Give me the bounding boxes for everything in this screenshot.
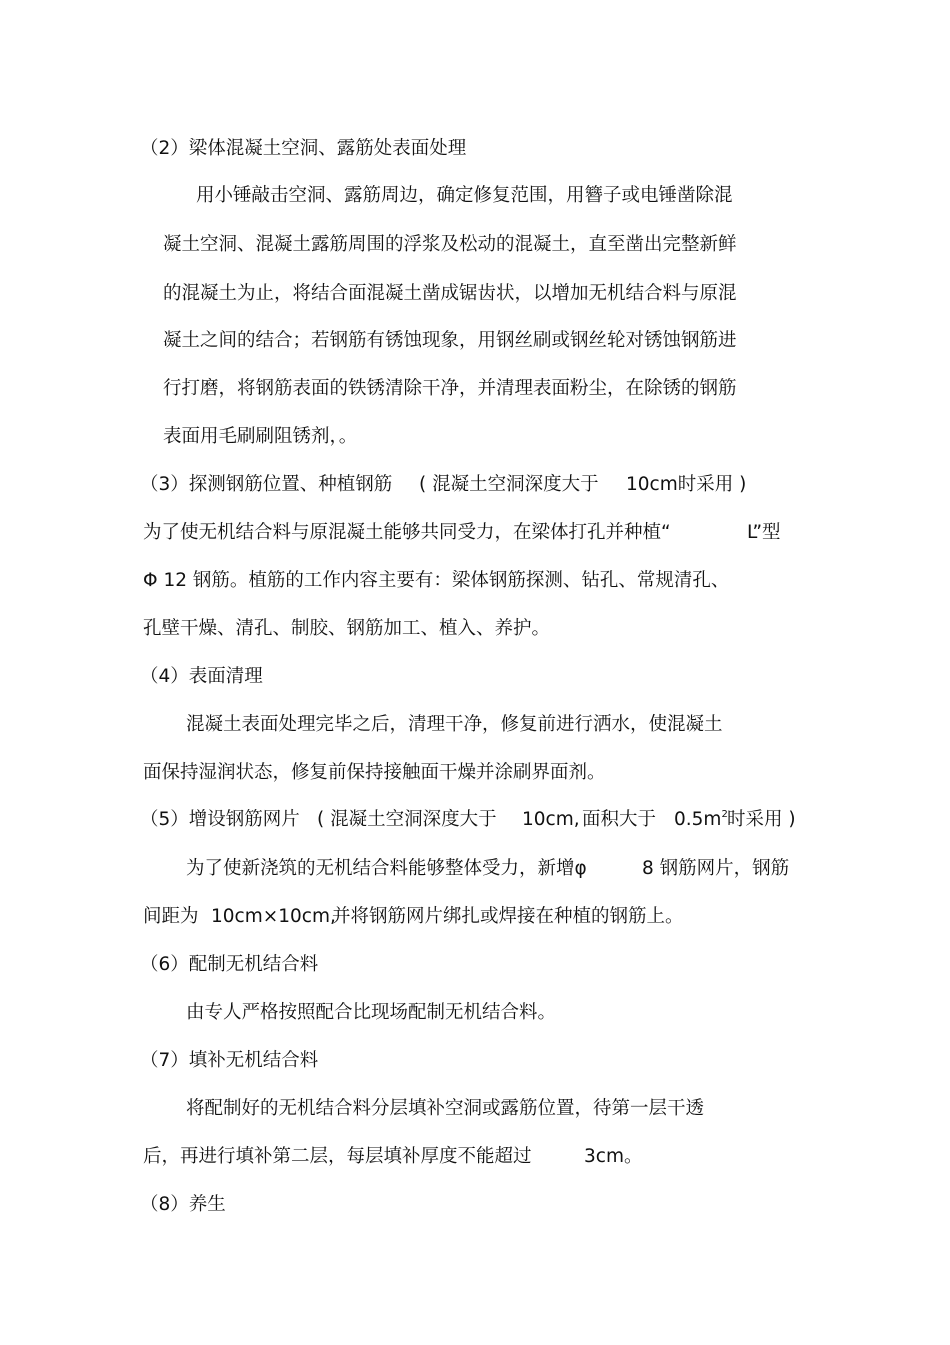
area-superscript: 2 — [721, 809, 728, 820]
section-6-heading: （6）配制无机结合料 — [140, 954, 319, 975]
paragraph-line-value: 3cm。 — [584, 1146, 643, 1167]
paragraph-line-tail: L”型 — [747, 522, 781, 543]
section-3-heading-note-value: 10cm时采用 ) — [626, 474, 747, 495]
paragraph-line: 用小锤敲击空洞、露筋周边，确定修复范围，用簪子或电锤凿除混 — [196, 185, 733, 206]
paragraph-line: 面保持湿润状态，修复前保持接触面干燥并涂刷界面剂。 — [143, 762, 606, 783]
paragraph-line-tail: 8 钢筋网片，钢筋 — [642, 858, 790, 879]
section-3-heading: （3）探测钢筋位置、种植钢筋 — [140, 474, 393, 495]
section-2-heading: （2）梁体混凝土空洞、露筋处表面处理 — [140, 138, 467, 159]
section-7-heading: （7）填补无机结合料 — [140, 1050, 319, 1071]
paragraph-line: 的混凝土为止，将结合面混凝土凿成锯齿状，以增加无机结合料与原混 — [163, 283, 737, 304]
section-5-heading-tail: 时采用 ) — [727, 809, 796, 830]
paragraph-line: 凝土空洞、混凝土露筋周围的浮浆及松动的混凝土，直至凿出完整新鲜 — [163, 234, 737, 255]
paragraph-line: 将配制好的无机结合料分层填补空洞或露筋位置，待第一层干透 — [186, 1098, 705, 1119]
section-4-heading: （4）表面清理 — [140, 666, 263, 687]
paragraph-line: 孔壁干燥、清孔、制胶、钢筋加工、植入、养护。 — [143, 618, 551, 639]
section-5-heading: （5）增设钢筋网片 — [140, 809, 300, 830]
paragraph-line-tail: 并将钢筋网片绑扎或焊接在种植的钢筋上。 — [332, 906, 684, 927]
area-value: 0.5m — [674, 809, 722, 830]
section-8-heading: （8）养生 — [140, 1194, 226, 1215]
paragraph-line: 为了使无机结合料与原混凝土能够共同受力，在梁体打孔并种植“ — [143, 522, 671, 543]
paragraph-line: 表面用毛刷刷阻锈剂，。 — [163, 426, 358, 447]
paragraph-line: 由专人严格按照配合比现场配制无机结合料。 — [186, 1002, 557, 1023]
section-5-heading-area — [674, 808, 728, 835]
paragraph-line: 混凝土表面处理完毕之后，清理干净，修复前进行洒水，使混凝土 — [186, 714, 723, 735]
section-3-heading-note: ( 混凝土空洞深度大于 — [419, 474, 599, 495]
paragraph-line: 行打磨，将钢筋表面的铁锈清除干净，并清理表面粉尘，在除锈的钢筋 — [163, 378, 737, 399]
paragraph-line: 凝土之间的结合；若钢筋有锈蚀现象，用钢丝刷或钢丝轮对锈蚀钢筋进 — [163, 330, 737, 351]
section-5-heading-area-label: 面积大于 — [582, 809, 657, 830]
paragraph-line: 后，再进行填补第二层，每层填补厚度不能超过 — [143, 1146, 532, 1167]
section-5-heading-note: ( 混凝土空洞深度大于 — [317, 809, 497, 830]
paragraph-line: Φ 12 钢筋。植筋的工作内容主要有：梁体钢筋探测、钻孔、常规清孔、 — [143, 570, 730, 591]
paragraph-line: 间距为 — [143, 906, 199, 927]
paragraph-line: 为了使新浇筑的无机结合料能够整体受力，新增φ — [186, 858, 587, 879]
paragraph-line-value: 10cm×10cm, — [211, 906, 336, 927]
section-5-heading-depth: 10cm, — [522, 809, 580, 830]
